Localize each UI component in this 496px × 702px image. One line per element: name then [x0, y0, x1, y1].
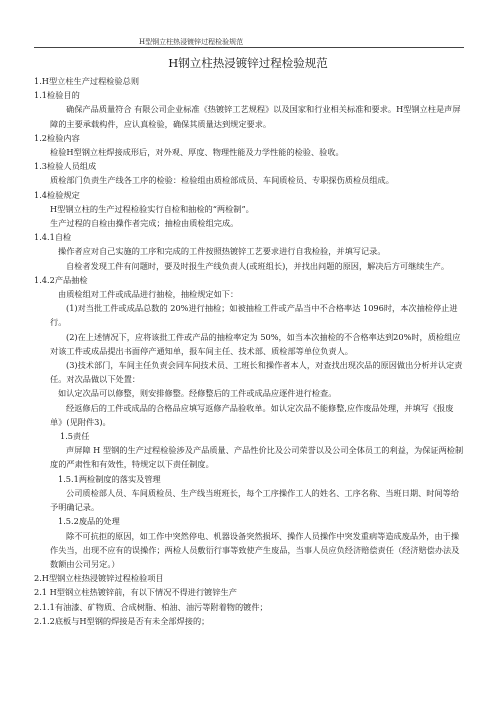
- text-line: 检验H型钢立柱焊接成形后，对外观、厚度、物理性能及力学性能的检验、验收。: [50, 147, 344, 158]
- text-line: 经返修后的工件或成品的合格品应填写返修产品验收单。如认定次品不能修整,应作废品处理，并填写《报废单》(见附件3)。: [50, 402, 454, 427]
- text-line: 1.3检验人员组成: [34, 161, 97, 172]
- text-line: 声屏障 H 型钢的生产过程检验涉及产品质量、产品性价比及公司荣誉以及公司全体员工的利益，为保证两检制度的严肃性和有效性，特规定以下责任制度。: [50, 445, 464, 470]
- text-line: (3)技术部门，车间主任负责会同车间技术员、工班长和操作者本人，对查找出现次品的原因做出分析并认定责任。对次品做以下处置：: [50, 360, 463, 385]
- text-line: (2)在上述情况下，应将该批工件或产品的抽检率定为 50%，如当本次抽检的不合格率达到20%时，质检组应对该工件或成品提出书面停产通知单，报车间主任、技术部、质检部等单位负责人。: [50, 331, 461, 356]
- text-line: 1.5.2废品的处理: [58, 516, 120, 527]
- text-line: H型钢立柱的生产过程检验实行自检和抽检的“两检制”。: [50, 203, 254, 214]
- text-line: 自检者发现工件有问题时，要及时报生产线负责人(或班组长)，并找出问题的原因，解决后方可继续生产。: [66, 260, 450, 271]
- text-line: 2.1 H型钢立柱热镀锌前，有以下情况不得进行镀锌生产: [34, 587, 237, 598]
- text-line: 1.4.1自检: [34, 232, 72, 243]
- text-line: 确保产品质量符合 有限公司企业标准《热镀锌工艺规程》以及国家和行业相关标准和要求。H型钢立柱是声屏障的主要承载构件，应认真检验，确保其质量达到规定要求。: [50, 104, 461, 129]
- text-line: 质检部门负责生产线各工序的检验：检验组由质检部成员、车间质检员、专职探伤质检员组成。: [50, 175, 394, 186]
- text-line: (1)对当批工件或成品总数的 20%进行抽检；如被抽检工件或产品当中不合格率达 1096时，本次抽检停止进行。: [50, 303, 458, 328]
- text-line: 2.1.2底板与H型钢的焊接是否有未全部焊接的；: [34, 615, 210, 626]
- text-line: 生产过程的自检由操作者完成；抽检由质检组完成。: [50, 218, 239, 229]
- text-line: 1.1检验目的: [34, 90, 80, 101]
- text-line: 由质检组对工件或成品进行抽检，抽检规定如下：: [58, 289, 239, 300]
- text-line: 如认定次品可以修整，则安排修整。经修整后的工件或成品应逐件进行检查。: [58, 388, 337, 399]
- text-line: 操作者应对自己实施的工序和完成的工件按照热镀锌工艺要求进行自我检验，并填写记录。: [58, 246, 386, 257]
- text-line: 2.1.1有油漆、矿物质、合成树脂、柏油、油污等附着物的镀件；: [34, 601, 268, 612]
- text-line: 1.2检验内容: [34, 132, 80, 143]
- text-line: 1.5.1两检制度的落实及管理: [58, 473, 161, 484]
- header-title: H型钢立柱热浸镀锌过程检验规范: [139, 38, 244, 46]
- text-line: 1.4检验规定: [34, 189, 80, 200]
- text-line: 1.4.2产品抽检: [34, 274, 88, 285]
- text-line: 2.H型钢立柱热浸镀锌过程检验项目: [34, 573, 164, 584]
- document-title: H钢立柱热浸镀锌过程检验规范: [168, 56, 328, 70]
- text-line: 1.H型立柱生产过程检验总则: [34, 76, 140, 86]
- text-line: 1.5责任: [60, 431, 90, 442]
- text-line: 公司质检部人员、车间质检员、生产线当班班长，每个工序操作工人的姓名、工序名称、当班日期、时间等给予明确记录。: [50, 487, 460, 513]
- page-header: [34, 0, 464, 48]
- text-line: 除不可抗拒的原因，如工作中突然停电、机器设备突然损坏、操作人员操作中突发重病等造成废品外，由于操作失当，出现不应有的误操作；两检人员敷衍行事等致使产生废品，当事人员应负经济赔偿责任（经济赔偿办法及数额由公司另定。）: [50, 530, 460, 569]
- document-body: [34, 74, 464, 628]
